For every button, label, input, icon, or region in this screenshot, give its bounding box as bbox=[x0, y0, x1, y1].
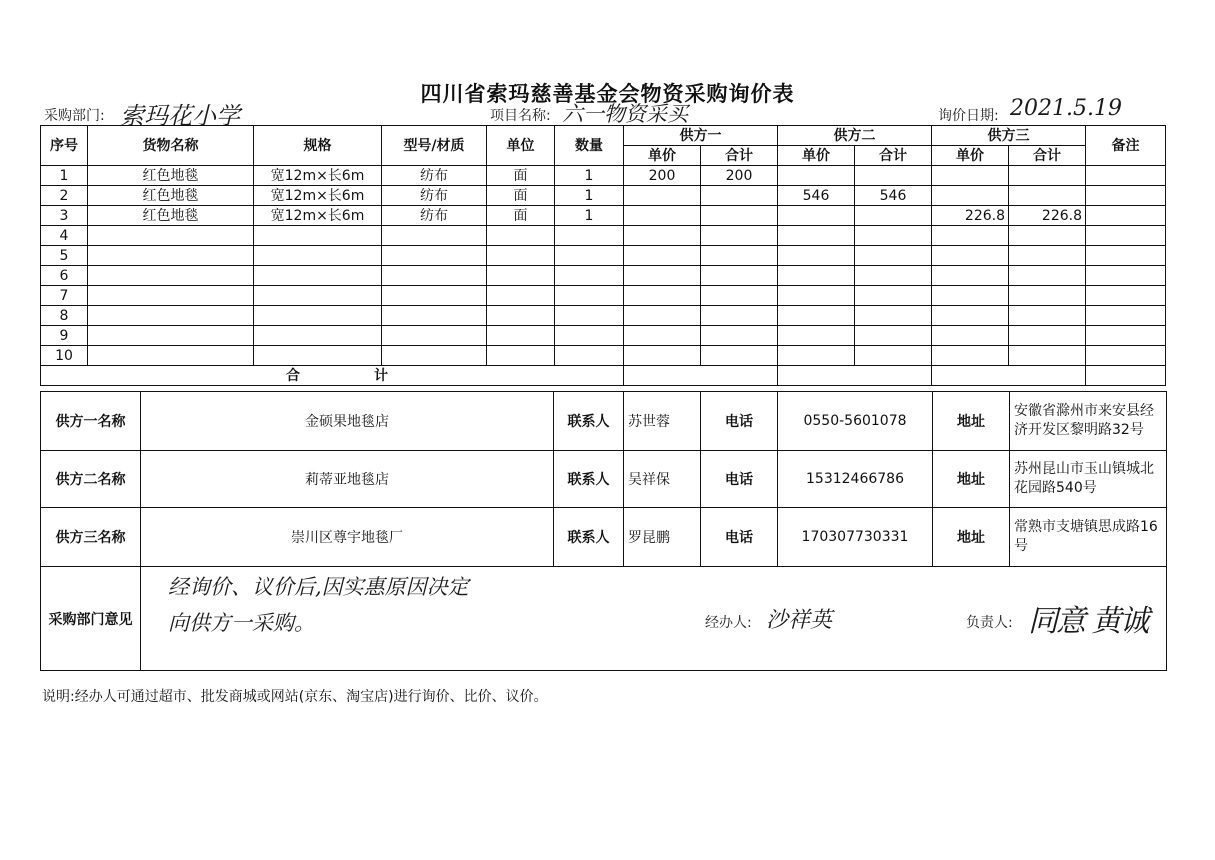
cell-qty: 1 bbox=[555, 186, 624, 206]
cell-supplier-2-total bbox=[855, 346, 932, 366]
table-row bbox=[41, 286, 1166, 306]
cell-supplier-1-total: 200 bbox=[701, 166, 778, 186]
cell-supplier-1-unit-price bbox=[624, 246, 701, 266]
cell-unit bbox=[487, 246, 555, 266]
cell-supplier-2-unit-price bbox=[778, 326, 855, 346]
opinion-label: 采购部门意见 bbox=[41, 567, 141, 671]
responsible-label: 负责人: bbox=[966, 615, 1013, 631]
header-qty: 数量 bbox=[555, 126, 624, 166]
cell-supplier-3-total: 226.8 bbox=[1009, 206, 1086, 226]
cell-model bbox=[382, 326, 487, 346]
table-row bbox=[41, 206, 1166, 226]
supplier-1-phone-label: 电话 bbox=[701, 392, 778, 451]
handler-label: 经办人: bbox=[705, 615, 752, 631]
cell-spec bbox=[254, 346, 382, 366]
date-label: 询价日期: bbox=[938, 108, 999, 124]
item-table bbox=[40, 125, 1166, 386]
cell-supplier-2-total bbox=[855, 326, 932, 346]
header-unit-price-2: 单价 bbox=[778, 146, 855, 166]
cell-remark bbox=[1086, 306, 1166, 326]
cell-name bbox=[88, 326, 254, 346]
cell-remark bbox=[1086, 186, 1166, 206]
supplier-3-address: 常熟市支塘镇思成路16号 bbox=[1010, 508, 1167, 567]
cell-seq: 8 bbox=[41, 306, 88, 326]
cell-supplier-3-unit-price bbox=[932, 226, 1009, 246]
cell-seq: 4 bbox=[41, 226, 88, 246]
cell-spec bbox=[254, 246, 382, 266]
supplier-2-phone-label: 电话 bbox=[701, 451, 778, 508]
cell-model bbox=[382, 266, 487, 286]
cell-supplier-1-total bbox=[701, 306, 778, 326]
cell-supplier-1-unit-price bbox=[624, 346, 701, 366]
total-he: 合 bbox=[286, 367, 300, 384]
cell-remark bbox=[1086, 326, 1166, 346]
supplier-2-phone: 15312466786 bbox=[778, 451, 933, 508]
cell-unit: 面 bbox=[487, 166, 555, 186]
cell-supplier-1-total bbox=[701, 326, 778, 346]
cell-supplier-1-unit-price bbox=[624, 186, 701, 206]
cell-supplier-2-total bbox=[855, 246, 932, 266]
handler-signature: 沙祥英 bbox=[766, 608, 833, 633]
table-row bbox=[41, 226, 1166, 246]
cell-seq: 2 bbox=[41, 186, 88, 206]
cell-supplier-3-total bbox=[1009, 186, 1086, 206]
cell-model bbox=[382, 246, 487, 266]
cell-model bbox=[382, 286, 487, 306]
header-total-1: 合计 bbox=[701, 146, 778, 166]
cell-supplier-2-unit-price bbox=[778, 286, 855, 306]
cell-remark bbox=[1086, 266, 1166, 286]
table-row bbox=[41, 166, 1166, 186]
cell-supplier-2-total bbox=[855, 206, 932, 226]
cell-seq: 7 bbox=[41, 286, 88, 306]
cell-supplier-3-total bbox=[1009, 306, 1086, 326]
cell-supplier-2-unit-price bbox=[778, 346, 855, 366]
cell-name: 红色地毯 bbox=[88, 166, 254, 186]
header-supplier-2: 供方二 bbox=[778, 126, 932, 146]
project-value: 六一物资采买 bbox=[562, 102, 688, 126]
cell-supplier-3-unit-price bbox=[932, 286, 1009, 306]
cell-unit: 面 bbox=[487, 186, 555, 206]
cell-supplier-1-total bbox=[701, 246, 778, 266]
cell-supplier-1-unit-price: 200 bbox=[624, 166, 701, 186]
supplier-2-label: 供方二名称 bbox=[41, 451, 141, 508]
supplier-2-address-label: 地址 bbox=[933, 451, 1010, 508]
cell-seq: 3 bbox=[41, 206, 88, 226]
cell-supplier-1-total bbox=[701, 206, 778, 226]
cell-qty: 1 bbox=[555, 206, 624, 226]
cell-seq: 10 bbox=[41, 346, 88, 366]
cell-supplier-2-unit-price bbox=[778, 306, 855, 326]
supplier-1-label: 供方一名称 bbox=[41, 392, 141, 451]
cell-seq: 5 bbox=[41, 246, 88, 266]
cell-model: 纺布 bbox=[382, 166, 487, 186]
supplier-3-phone-label: 电话 bbox=[701, 508, 778, 567]
supplier-2-name: 莉蒂亚地毯店 bbox=[141, 451, 554, 508]
opinion-line-1: 经询价、议价后,因实惠原因决定 bbox=[168, 575, 469, 599]
supplier-1-phone: 0550-5601078 bbox=[778, 392, 933, 451]
cell-remark bbox=[1086, 246, 1166, 266]
cell-spec: 宽12m×长6m bbox=[254, 186, 382, 206]
supplier-1-contact-label: 联系人 bbox=[554, 392, 624, 451]
cell-supplier-3-total bbox=[1009, 266, 1086, 286]
total-cell-2 bbox=[778, 366, 932, 386]
header-remark: 备注 bbox=[1086, 126, 1166, 166]
cell-supplier-3-total bbox=[1009, 326, 1086, 346]
cell-qty bbox=[555, 286, 624, 306]
cell-unit bbox=[487, 306, 555, 326]
cell-supplier-3-unit-price bbox=[932, 326, 1009, 346]
supplier-1-contact: 苏世蓉 bbox=[624, 392, 701, 451]
cell-name bbox=[88, 306, 254, 326]
supplier-table bbox=[40, 391, 1167, 567]
cell-supplier-3-total bbox=[1009, 246, 1086, 266]
cell-qty bbox=[555, 346, 624, 366]
total-ji: 计 bbox=[374, 367, 388, 384]
cell-supplier-1-unit-price bbox=[624, 286, 701, 306]
supplier-3-phone: 170307730331 bbox=[778, 508, 933, 567]
cell-unit bbox=[487, 326, 555, 346]
cell-supplier-3-unit-price bbox=[932, 246, 1009, 266]
cell-supplier-1-unit-price bbox=[624, 206, 701, 226]
cell-unit bbox=[487, 266, 555, 286]
cell-name bbox=[88, 226, 254, 246]
cell-supplier-2-total bbox=[855, 286, 932, 306]
cell-model bbox=[382, 226, 487, 246]
header-total-3: 合计 bbox=[1009, 146, 1086, 166]
total-row-label bbox=[41, 366, 624, 386]
cell-seq: 9 bbox=[41, 326, 88, 346]
cell-spec: 宽12m×长6m bbox=[254, 206, 382, 226]
supplier-3-label: 供方三名称 bbox=[41, 508, 141, 567]
supplier-2-contact-label: 联系人 bbox=[554, 451, 624, 508]
form-title: 四川省索玛慈善基金会物资采购询价表 bbox=[420, 82, 795, 106]
cell-spec bbox=[254, 306, 382, 326]
cell-spec bbox=[254, 326, 382, 346]
cell-supplier-2-total bbox=[855, 266, 932, 286]
cell-qty bbox=[555, 306, 624, 326]
header-total-2: 合计 bbox=[855, 146, 932, 166]
cell-name bbox=[88, 346, 254, 366]
project-label: 项目名称: bbox=[490, 108, 551, 124]
cell-spec bbox=[254, 266, 382, 286]
supplier-3-name: 崇川区尊宇地毯厂 bbox=[141, 508, 554, 567]
dept-label: 采购部门: bbox=[44, 108, 105, 124]
cell-supplier-1-unit-price bbox=[624, 226, 701, 246]
cell-unit: 面 bbox=[487, 206, 555, 226]
cell-qty bbox=[555, 266, 624, 286]
cell-unit bbox=[487, 346, 555, 366]
cell-supplier-1-total bbox=[701, 266, 778, 286]
cell-unit bbox=[487, 226, 555, 246]
cell-supplier-1-total bbox=[701, 226, 778, 246]
cell-name: 红色地毯 bbox=[88, 206, 254, 226]
date-value: 2021.5.19 bbox=[1010, 96, 1122, 121]
cell-seq: 1 bbox=[41, 166, 88, 186]
cell-supplier-3-unit-price bbox=[932, 346, 1009, 366]
cell-model bbox=[382, 306, 487, 326]
cell-seq: 6 bbox=[41, 266, 88, 286]
cell-model bbox=[382, 346, 487, 366]
supplier-1-name: 金硕果地毯店 bbox=[141, 392, 554, 451]
cell-supplier-2-total: 546 bbox=[855, 186, 932, 206]
cell-supplier-1-unit-price bbox=[624, 326, 701, 346]
table-row bbox=[41, 346, 1166, 366]
total-cell-3 bbox=[932, 366, 1086, 386]
supplier-1-address-label: 地址 bbox=[933, 392, 1010, 451]
cell-supplier-3-total bbox=[1009, 226, 1086, 246]
cell-supplier-3-unit-price bbox=[932, 186, 1009, 206]
cell-supplier-2-unit-price: 546 bbox=[778, 186, 855, 206]
cell-qty bbox=[555, 246, 624, 266]
cell-supplier-2-total bbox=[855, 166, 932, 186]
cell-supplier-3-total bbox=[1009, 166, 1086, 186]
supplier-2-contact: 吴祥保 bbox=[624, 451, 701, 508]
cell-supplier-2-total bbox=[855, 226, 932, 246]
cell-qty: 1 bbox=[555, 166, 624, 186]
header-supplier-3: 供方三 bbox=[932, 126, 1086, 146]
total-cell-1 bbox=[624, 366, 778, 386]
cell-spec bbox=[254, 286, 382, 306]
cell-supplier-2-unit-price bbox=[778, 166, 855, 186]
cell-supplier-1-total bbox=[701, 346, 778, 366]
cell-supplier-1-total bbox=[701, 286, 778, 306]
cell-supplier-3-total bbox=[1009, 286, 1086, 306]
cell-model: 纺布 bbox=[382, 206, 487, 226]
cell-spec bbox=[254, 226, 382, 246]
cell-supplier-2-unit-price bbox=[778, 206, 855, 226]
supplier-1-address: 安徽省滁州市来安县经济开发区黎明路32号 bbox=[1010, 392, 1167, 451]
cell-unit bbox=[487, 286, 555, 306]
supplier-3-address-label: 地址 bbox=[933, 508, 1010, 567]
supplier-2-address: 苏州昆山市玉山镇城北花园路540号 bbox=[1010, 451, 1167, 508]
cell-remark bbox=[1086, 206, 1166, 226]
opinion-line-2: 向供方一采购。 bbox=[168, 611, 315, 635]
cell-name bbox=[88, 246, 254, 266]
supplier-3-contact-label: 联系人 bbox=[554, 508, 624, 567]
header-name: 货物名称 bbox=[88, 126, 254, 166]
cell-supplier-1-unit-price bbox=[624, 306, 701, 326]
cell-supplier-3-unit-price bbox=[932, 166, 1009, 186]
cell-remark bbox=[1086, 346, 1166, 366]
cell-remark bbox=[1086, 226, 1166, 246]
cell-supplier-2-unit-price bbox=[778, 246, 855, 266]
footnote: 说明:经办人可通过超市、批发商城或网站(京东、淘宝店)进行询价、比价、议价。 bbox=[42, 689, 548, 705]
cell-supplier-2-total bbox=[855, 306, 932, 326]
cell-name: 红色地毯 bbox=[88, 186, 254, 206]
cell-qty bbox=[555, 326, 624, 346]
header-spec: 规格 bbox=[254, 126, 382, 166]
total-cell-remark bbox=[1086, 366, 1166, 386]
header-seq: 序号 bbox=[41, 126, 88, 166]
cell-supplier-2-unit-price bbox=[778, 266, 855, 286]
cell-name bbox=[88, 266, 254, 286]
responsible-signature: 同意 黄诚 bbox=[1028, 604, 1148, 639]
cell-supplier-3-total bbox=[1009, 346, 1086, 366]
cell-qty bbox=[555, 226, 624, 246]
header-model: 型号/材质 bbox=[382, 126, 487, 166]
cell-remark bbox=[1086, 286, 1166, 306]
supplier-3-contact: 罗昆鹏 bbox=[624, 508, 701, 567]
cell-name bbox=[88, 286, 254, 306]
table-row bbox=[41, 186, 1166, 206]
cell-supplier-3-unit-price: 226.8 bbox=[932, 206, 1009, 226]
table-row bbox=[41, 326, 1166, 346]
header-unit-price-1: 单价 bbox=[624, 146, 701, 166]
table-row bbox=[41, 246, 1166, 266]
cell-model: 纺布 bbox=[382, 186, 487, 206]
cell-remark bbox=[1086, 166, 1166, 186]
dept-value: 索玛花小学 bbox=[120, 102, 240, 130]
cell-supplier-2-unit-price bbox=[778, 226, 855, 246]
header-unit: 单位 bbox=[487, 126, 555, 166]
cell-supplier-1-unit-price bbox=[624, 266, 701, 286]
table-row bbox=[41, 306, 1166, 326]
cell-supplier-3-unit-price bbox=[932, 306, 1009, 326]
header-unit-price-3: 单价 bbox=[932, 146, 1009, 166]
cell-supplier-3-unit-price bbox=[932, 266, 1009, 286]
cell-spec: 宽12m×长6m bbox=[254, 166, 382, 186]
cell-supplier-1-total bbox=[701, 186, 778, 206]
header-supplier-1: 供方一 bbox=[624, 126, 778, 146]
table-row bbox=[41, 266, 1166, 286]
